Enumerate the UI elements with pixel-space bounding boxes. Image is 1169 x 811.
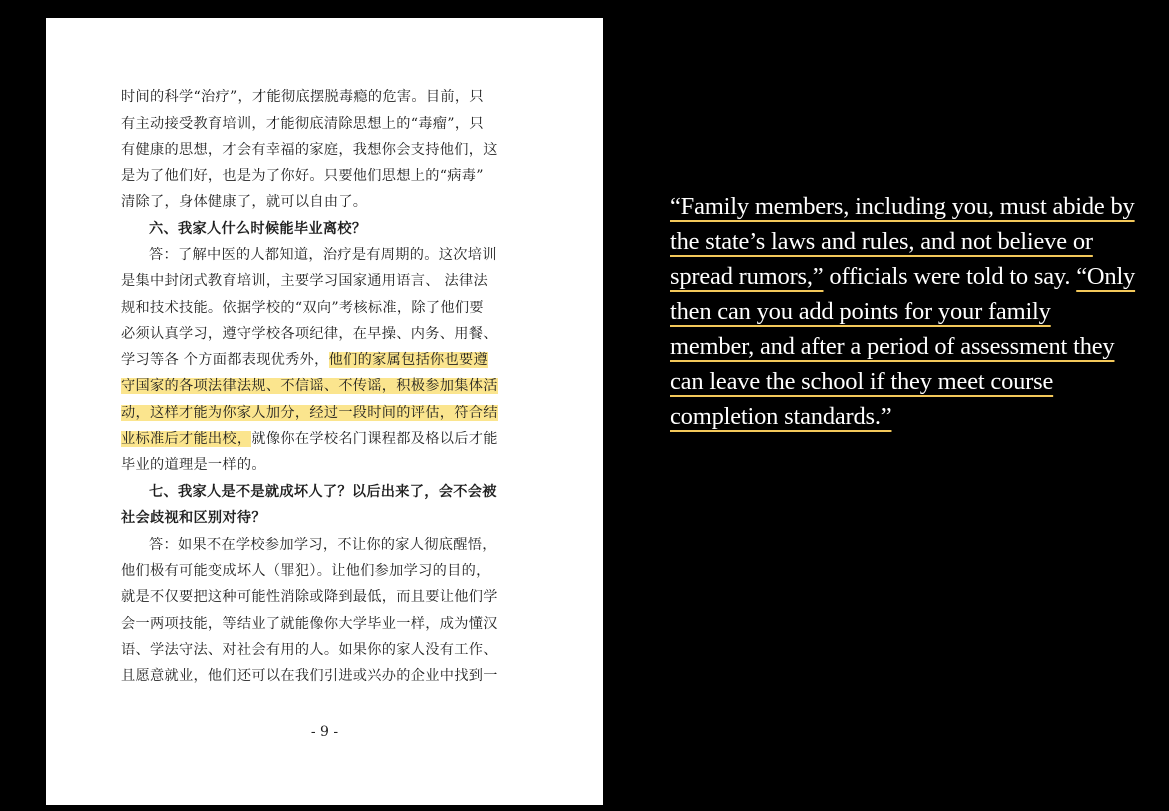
document-line: 就是不仅要把这种可能性消除或降到最低，而且要让他们学 xyxy=(121,589,498,605)
document-page xyxy=(46,18,603,805)
document-line: 答：了解中医的人都知道，治疗是有周期的。这次培训 xyxy=(149,247,497,263)
document-line xyxy=(121,430,521,448)
section-heading: 社会歧视和区别对待？ xyxy=(121,510,266,526)
highlighted-text: 他们的家属包括你也要遵 xyxy=(328,352,489,368)
quote-highlight: spread rumors,” xyxy=(670,263,824,290)
document-line: 会一两项技能，等结业了就能像你大学毕业一样，成为懂汉 xyxy=(121,616,498,632)
quote-highlight: then can you add points for your family xyxy=(670,298,1051,325)
document-line: 毕业的道理是一样的。 xyxy=(121,457,266,473)
document-line: 必须认真学习，遵守学校各项纪律，在早操、内务、用餐、 xyxy=(121,326,498,342)
quote-highlight: “Family members, including you, must abide by xyxy=(670,193,1135,220)
section-heading: 七、我家人是不是就成坏人了？以后出来了，会不会被 xyxy=(149,484,497,500)
document-line: 语、学法守法、对社会有用的人。如果你的家人没有工作、 xyxy=(121,642,498,658)
quote-attribution: officials were told to say. xyxy=(823,263,1077,290)
document-text: 就像你在学校名门课程都及格以后才能 xyxy=(251,431,498,447)
quote-line xyxy=(670,329,1160,364)
document-line: 答：如果不在学校参加学习，不让你的家人彻底醒悟， xyxy=(149,537,497,553)
quote-line xyxy=(670,224,1160,259)
document-line: 是集中封闭式教育培训，主要学习国家通用语言、 法律法 xyxy=(121,273,488,289)
document-line: 他们极有可能变成坏人（罪犯）。让他们参加学习的目的， xyxy=(121,563,491,579)
highlighted-text: 业标准后才能出校， xyxy=(121,431,252,447)
document-line: 规和技术技能。依据学校的“双向”考核标准，除了他们要 xyxy=(121,300,484,316)
quote-highlight: “Only xyxy=(1076,263,1136,290)
document-line: 清除了，身体健康了，就可以自由了。 xyxy=(121,194,368,210)
quote-highlight: can leave the school if they meet course xyxy=(670,368,1054,395)
quote-highlight: completion standards.” xyxy=(670,403,892,430)
document-line: 且愿意就业，他们还可以在我们引进或兴办的企业中找到一 xyxy=(121,668,498,684)
quote-highlight: the state’s laws and rules, and not believe or xyxy=(670,228,1093,255)
section-heading: 六、我家人什么时候能毕业离校？ xyxy=(149,221,367,237)
document-line: 有主动接受教育培训，才能彻底清除思想上的“毒瘤”，只 xyxy=(121,116,484,132)
document-line: 有健康的思想，才会有幸福的家庭，我想你会支持他们，这 xyxy=(121,142,498,158)
highlighted-text: 动，这样才能为你家人加分，经过一段时间的评估，符合结 xyxy=(121,405,498,421)
quote-line xyxy=(670,399,1160,434)
document-text: 学习等各 个方面都表现优秀外， xyxy=(121,352,329,368)
document-line: 是为了他们好，也是为了你好。只要他们思想上的“病毒” xyxy=(121,168,484,184)
highlighted-text: 守国家的各项法律法规、不信谣、不传谣，积极参加集体活 xyxy=(121,378,498,394)
document-line xyxy=(121,351,521,369)
pull-quote xyxy=(670,189,1160,434)
quote-highlight: member, and after a period of assessment they xyxy=(670,333,1115,360)
document-line xyxy=(121,377,521,395)
page-number: - 9 - xyxy=(310,724,339,740)
document-line: 时间的科学“治疗”，才能彻底摆脱毒瘾的危害。目前，只 xyxy=(121,89,484,105)
quote-line xyxy=(670,259,1160,294)
quote-line xyxy=(670,364,1160,399)
document-line xyxy=(121,404,521,422)
quote-line xyxy=(670,294,1160,329)
quote-line xyxy=(670,189,1160,224)
